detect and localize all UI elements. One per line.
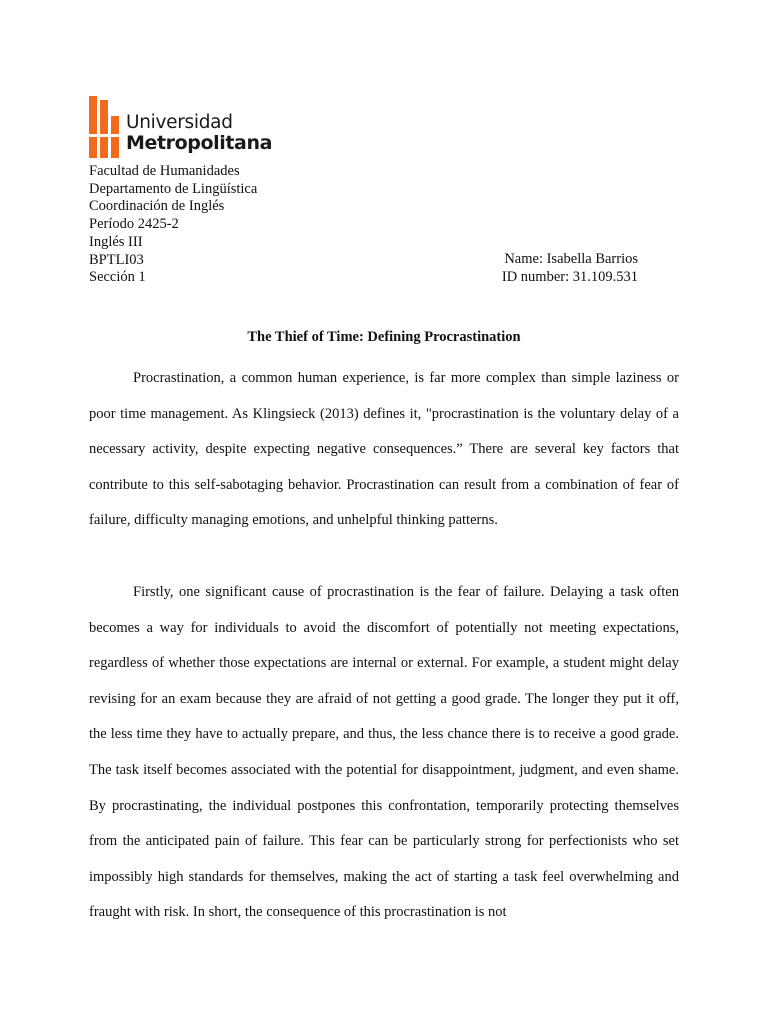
body-paragraph: Procrastination, a common human experience, is far more complex than simple laziness or poor time management. As Klingsieck (2013) defines it, "procrastination is the voluntary delay of a necessary activity, despite expecting negative consequences.” There are several key factors that contribute to this self-sabotaging behavior. Procrastination can result from a combination of fear of failure, difficulty managing emotions, and unhelpful thinking patterns. [89, 370, 679, 529]
logo-wordmark [126, 114, 272, 153]
header-section: Sección 1 [89, 269, 146, 286]
body-paragraph-1-container [89, 361, 679, 539]
header-coordination: Coordinación de Inglés [89, 198, 225, 215]
logo-line-universidad: Universidad [126, 112, 233, 133]
student-info-block [502, 251, 638, 286]
header-faculty: Facultad de Humanidades [89, 163, 240, 179]
body-paragraph: Firstly, one significant cause of procrastination is the fear of failure. Delaying a task often becomes a way for individuals to avoid the discomfort of potentially not meeting expectations, regardless of whether those expectations are internal or external. For example, a student might delay revising for an exam because they are afraid of not getting a good grade. The longer they put it off, the less time they have to actually prepare, and thus, the less chance there is to receive a good grade. The task itself becomes associated with the potential for disappointment, judgment, and even shame. By procrastinating, the individual postpones this confrontation, temporarily protecting themselves from the anticipated pain of failure. This fear can be particularly strong for perfectionists who set impossibly high standards for themselves, making the act of starting a task feel overwhelming and fraught with risk. In short, the consequence of this procrastination is not [89, 584, 679, 921]
header-course: Inglés III [89, 233, 143, 250]
logo-bars-icon [89, 96, 123, 158]
document-title: The Thief of Time: Defining Procrastination [247, 329, 521, 345]
logo-line-metropolitana: Metropolitana [126, 131, 273, 154]
university-logo [89, 96, 273, 158]
header-period: Período 2425-2 [89, 216, 179, 233]
student-id-number: ID number: 31.109.531 [501, 268, 638, 285]
body-paragraph-2-container [89, 575, 679, 931]
header-course-code: BPTLI03 [89, 251, 144, 268]
header-info-block [89, 163, 257, 287]
header-department: Departamento de Lingüística [89, 180, 258, 197]
student-name: Name: Isabella Barrios [504, 251, 638, 267]
